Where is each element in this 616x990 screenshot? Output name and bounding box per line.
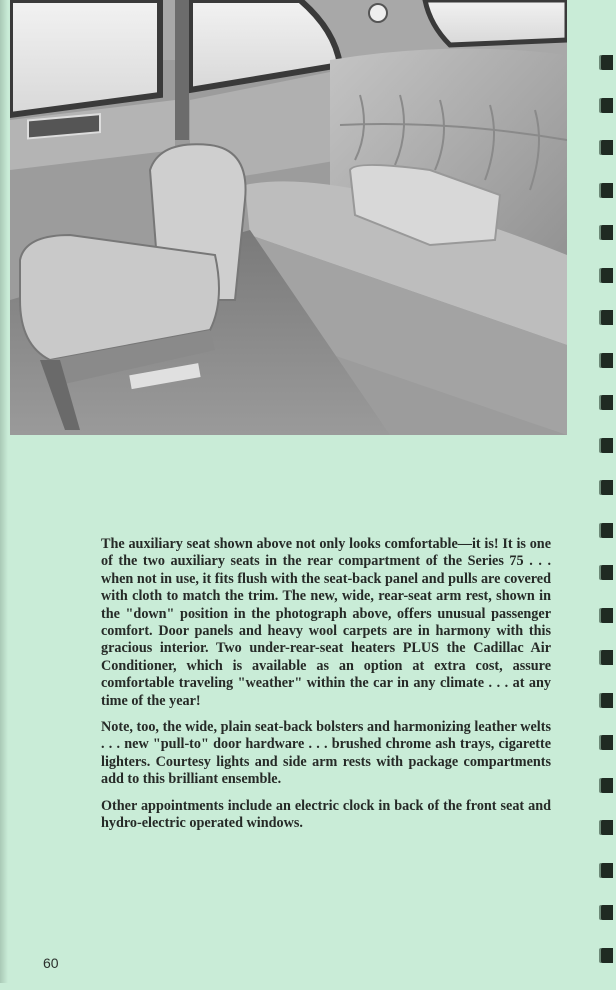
binding-ring [601,438,613,453]
binding-ring [601,778,613,793]
page-number: 60 [43,955,59,971]
binding-ring [601,98,613,113]
binding-ring [601,650,613,665]
binding-ring [601,735,613,750]
binding-ring [601,353,613,368]
binding-ring [601,820,613,835]
binding-ring [601,480,613,495]
binding-ring [601,395,613,410]
page-left-edge [0,0,8,983]
paragraph-auxiliary-seat: The auxiliary seat shown above not only looks comfortable—it is! It is one of the two auxiliary seats in the rear compartment of the Series 75 . . . when not in use, it fits flush with the seat-back panel and pulls are covered with cloth to match the trim. The new, wide, rear-seat arm rest, shown in the "down" position in the photograph above, offers unusual passenger comfort. Door panels and heavy wool carpets are in harmony with this gracious interior. Two under-rear-seat heaters PLUS the Cadillac Air Conditioner, which is available as an option at extra cost, assure comfortable traveling "weather" within the car in any climate . . . at any time of the year! [101,536,551,709]
binding-ring [601,225,613,240]
binding-ring [601,523,613,538]
binding-ring [601,268,613,283]
binding-ring [601,608,613,623]
binding-ring [601,310,613,325]
binding-ring [601,948,613,963]
binding-ring [601,140,613,155]
binding-ring [601,55,613,70]
binding-ring [601,693,613,708]
paragraph-appointments: Other appointments include an electric clock in back of the front seat and hydro-electric operated windows. [101,797,551,832]
interior-photo [10,0,567,435]
body-text [101,536,551,842]
binding-ring [601,905,613,920]
spiral-binding [597,55,616,990]
binding-ring [601,863,613,878]
binding-ring [601,565,613,580]
binding-ring [601,183,613,198]
paragraph-bolsters: Note, too, the wide, plain seat-back bolsters and harmonizing leather welts . . . new "pull-to" door hardware . . . brushed chrome ash trays, cigarette lighters. Courtesy lights and side arm rests with package compartments add to this brilliant ensemble. [101,719,551,788]
